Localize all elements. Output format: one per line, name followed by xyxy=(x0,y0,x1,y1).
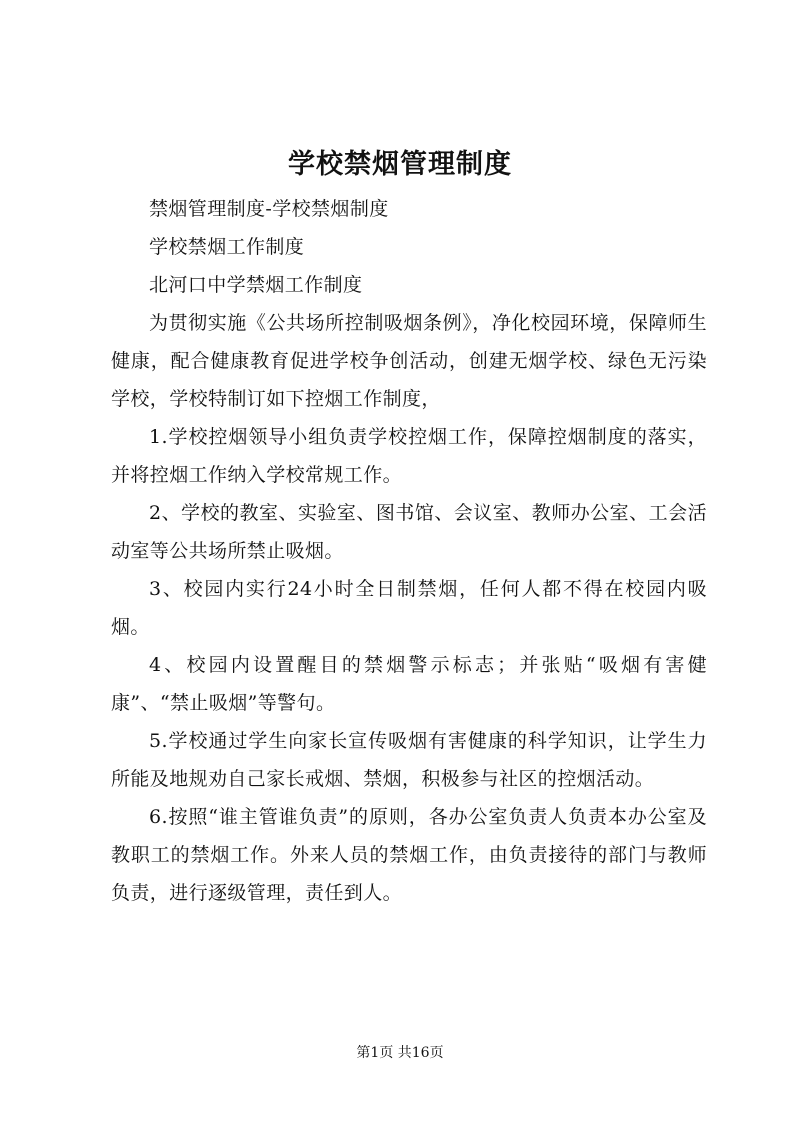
page-footer: 第1页 共16页 xyxy=(356,1045,444,1061)
paragraph-rule-6: 6.按照“谁主管谁负责”的原则，各办公室负责人负责本办公室及教职工的禁烟工作。外来人员的禁烟工作，由负责接待的部门与教师负责，进行逐级管理，责任到人。 xyxy=(111,806,707,904)
paragraph-rule-2: 2、学校的教室、实验室、图书馆、会议室、教师办公室、工会活动室等公共场所禁止吸烟。 xyxy=(111,502,707,562)
document-title: 学校禁烟管理制度 xyxy=(288,149,512,180)
paragraph-rule-5: 5.学校通过学生向家长宣传吸烟有害健康的科学知识，让学生力所能及地规劝自己家长戒烟、禁烟，积极参与社区的控烟活动。 xyxy=(111,730,707,790)
document-body xyxy=(111,190,707,912)
paragraph-rule-4: 4、校园内设置醒目的禁烟警示标志；并张贴“吸烟有害健康”、“禁止吸烟”等警句。 xyxy=(111,654,707,714)
paragraph-subtitle-1: 禁烟管理制度-学校禁烟制度 xyxy=(149,198,389,220)
paragraph-subtitle-3: 北河口中学禁烟工作制度 xyxy=(149,274,363,296)
paragraph-subtitle-2: 学校禁烟工作制度 xyxy=(149,236,305,258)
paragraph-intro: 为贯彻实施《公共场所控制吸烟条例》，净化校园环境，保障师生健康，配合健康教育促进学校争创活动，创建无烟学校、绿色无污染学校，学校特制订如下控烟工作制度， xyxy=(111,312,707,410)
paragraph-rule-1: 1.学校控烟领导小组负责学校控烟工作，保障控烟制度的落实，并将控烟工作纳入学校常规工作。 xyxy=(111,426,707,486)
paragraph-rule-3: 3、校园内实行24小时全日制禁烟，任何人都不得在校园内吸烟。 xyxy=(111,578,707,638)
